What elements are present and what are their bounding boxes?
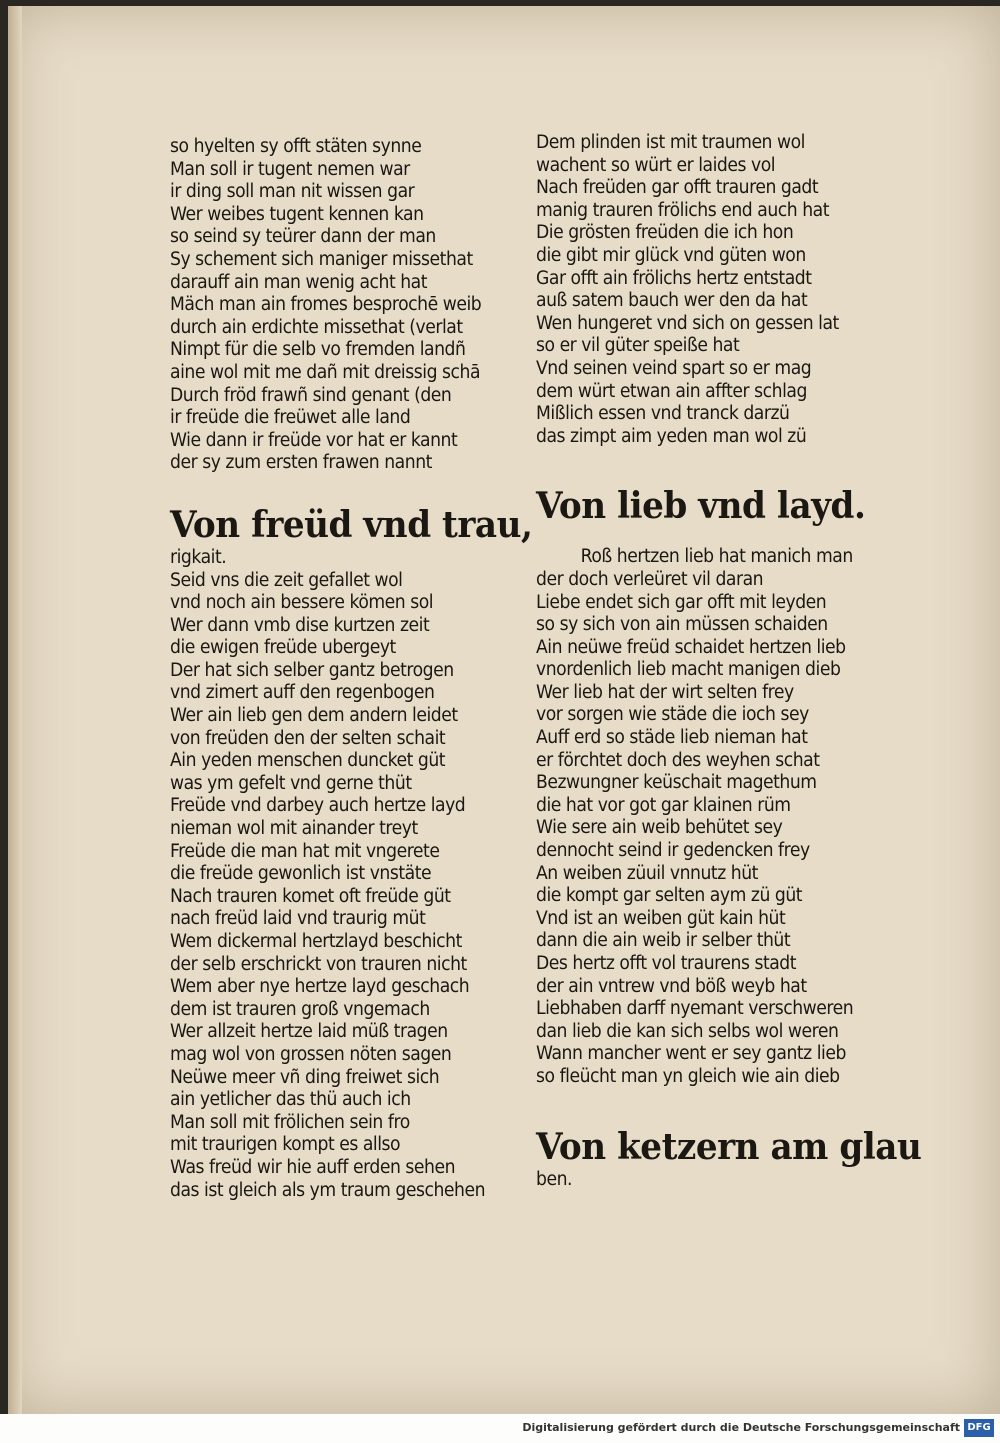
- text-line: Mäch man ain fromes besprochē weib: [170, 294, 482, 316]
- text-line: die ewigen freüde ubergeyt: [170, 637, 396, 659]
- text-line: vor sorgen wie städe die ioch sey: [536, 704, 809, 726]
- footer-credit-text: Digitalisierung gefördert durch die Deutsche Forschungsgemeinschaft: [522, 1421, 960, 1434]
- left-verse-block-1: [170, 136, 540, 475]
- text-line: Dem plinden ist mit traumen wol: [536, 132, 806, 153]
- text-line: darauff ain man wenig acht hat: [170, 271, 428, 293]
- text-line: Vnd ist an weiben güt kain hüt: [536, 907, 786, 929]
- text-line: Wie dann ir freüde vor hat er kannt: [170, 429, 458, 451]
- text-line: Der hat sich selber gantz betrogen: [170, 659, 454, 681]
- text-line: auß satem bauch wer den da hat: [536, 290, 808, 312]
- left-verse-block-2: [170, 547, 540, 1202]
- text-line: dennocht seind ir gedencken frey: [536, 840, 810, 862]
- text-line: der selb erschrickt von trauren nicht: [170, 953, 467, 975]
- text-line: Wer weibes tugent kennen kan: [170, 203, 424, 225]
- text-line: so seind sy teürer dann der man: [170, 226, 436, 248]
- text-line: dann die ain weib ir selber thüt: [536, 930, 791, 952]
- section-heading-ketzern-glauben: Von ketzern am glau: [536, 1125, 922, 1168]
- right-verse-block-1: [536, 132, 906, 448]
- text-line: Roß hertzen lieb hat manich man: [580, 546, 853, 568]
- text-line: Wen hungeret vnd sich on gessen lat: [536, 312, 839, 334]
- text-line: das ist gleich als ym traum geschehen: [170, 1179, 486, 1201]
- text-line: Was freüd wir hie auff erden sehen: [170, 1156, 456, 1178]
- text-line: so er vil güter speiße hat: [536, 335, 740, 357]
- text-line: die freüde gewonlich ist vnstäte: [170, 863, 432, 885]
- text-line: so sy sich von ain müssen schaiden: [536, 614, 828, 636]
- text-line: vnd noch ain bessere kömen sol: [170, 592, 434, 614]
- text-line: die hat vor got gar klainen rüm: [536, 794, 791, 816]
- text-line: Des hertz offt vol traurens stadt: [536, 953, 797, 974]
- book-page: [8, 6, 1000, 1414]
- text-line: so fleücht man yn gleich wie ain dieb: [536, 1065, 840, 1087]
- text-line: ben.: [536, 1168, 573, 1190]
- text-line: so hyelten sy offt stäten synne: [170, 136, 422, 157]
- text-line: die kompt gar selten aym zü güt: [536, 885, 803, 907]
- footer-bar: [0, 1414, 1000, 1443]
- text-line: An weiben züuil vnnutz hüt: [536, 862, 758, 884]
- left-text-column: [170, 136, 540, 1202]
- text-line: dem würt etwan ain affter schlag: [536, 380, 807, 402]
- text-line: durch ain erdichte missethat (verlat: [170, 316, 463, 338]
- text-line: Wer dann vmb dise kurtzen zeit: [170, 614, 430, 636]
- text-line: Man soll mit frölichen sein fro: [170, 1111, 410, 1133]
- text-line: Nach freüden gar offt trauren gadt: [536, 177, 819, 199]
- right-verse-block-2: [536, 546, 906, 1088]
- text-line: Ain yeden menschen duncket güt: [170, 750, 446, 772]
- text-line: ain yetlicher das thü auch ich: [170, 1089, 411, 1111]
- text-line: Freüde vnd darbey auch hertze layd: [170, 795, 466, 817]
- text-line: Man soll ir tugent nemen war: [170, 158, 410, 180]
- text-line: von freüden den der selten schait: [170, 727, 446, 749]
- dfg-logo: DFG: [964, 1419, 994, 1437]
- text-line: Wem aber nye hertze layd geschach: [170, 976, 470, 998]
- text-line: Neüwe meer vñ ding freiwet sich: [170, 1066, 440, 1088]
- text-line: aine wol mit me dañ mit dreissig schā: [170, 361, 481, 383]
- text-line: nach freüd laid vnd traurig müt: [170, 908, 426, 930]
- text-line: Liebe endet sich gar offt mit leyden: [536, 591, 827, 613]
- text-line: Wem dickermal hertzlayd beschicht: [170, 931, 462, 952]
- text-line: der sy zum ersten frawen nannt: [170, 452, 432, 474]
- text-line: die gibt mir glück vnd güten won: [536, 244, 806, 266]
- text-line: ir freüde die freüwet alle land: [170, 407, 411, 429]
- text-line: Vnd seinen veind spart so er mag: [536, 357, 812, 379]
- text-line: Auff erd so städe lieb nieman hat: [536, 727, 808, 749]
- text-line: Wer ain lieb gen dem andern leidet: [170, 705, 458, 727]
- text-line: ir ding soll man nit wissen gar: [170, 181, 415, 203]
- text-line: er förchtet doch des weyhen schat: [536, 749, 820, 771]
- text-line: was ym gefelt vnd gerne thüt: [170, 772, 412, 794]
- text-line: Die grösten freüden die ich hon: [536, 222, 794, 244]
- right-text-column: [536, 132, 922, 1191]
- text-line: nieman wol mit ainander treyt: [170, 818, 418, 840]
- text-line: vnd zimert auff den regenbogen: [170, 682, 435, 704]
- text-line: wachent so würt er laides vol: [536, 154, 776, 176]
- text-line: Wie sere ain weib behütet sey: [536, 817, 783, 839]
- text-line: Ain neüwe freüd schaidet hertzen lieb: [536, 636, 846, 658]
- text-line: Nimpt für die selb vo fremden landñ: [170, 339, 466, 361]
- text-line: Mißlich essen vnd tranck darzü: [536, 403, 790, 425]
- page-gutter-edge: [8, 6, 22, 1414]
- section-heading-freud-traurigkeit: Von freüd vnd trau,: [170, 503, 533, 546]
- text-line: Seid vns die zeit gefallet wol: [170, 569, 403, 591]
- text-line: das zimpt aim yeden man wol zü: [536, 425, 807, 447]
- text-line: Sy schement sich maniger missethat: [170, 248, 473, 270]
- text-line: vnordenlich lieb macht manigen dieb: [536, 659, 841, 681]
- text-line: dem ist trauren groß vngemach: [170, 998, 430, 1020]
- text-line: Liebhaben darff nyemant verschweren: [536, 998, 854, 1020]
- text-line: mag wol von grossen nöten sagen: [170, 1043, 452, 1065]
- right-verse-block-3: [536, 1169, 906, 1192]
- text-line: rigkait.: [170, 546, 227, 568]
- text-line: mit traurigen kompt es allso: [170, 1134, 401, 1156]
- text-line: dan lieb die kan sich selbs wol weren: [536, 1020, 839, 1042]
- text-line: Freüde die man hat mit vngerete: [170, 840, 440, 862]
- text-line: Bezwungner keüschait magethum: [536, 772, 817, 794]
- text-line: Wer allzeit hertze laid müß tragen: [170, 1021, 448, 1043]
- text-line: der doch verleüret vil daran: [536, 568, 764, 590]
- text-line: Wer lieb hat der wirt selten frey: [536, 681, 794, 703]
- text-line: manig trauren frölichs end auch hat: [536, 199, 830, 221]
- text-line: Gar offt ain frölichs hertz entstadt: [536, 267, 812, 289]
- text-line: Wann mancher went er sey gantz lieb: [536, 1043, 846, 1065]
- text-line: Nach trauren komet oft freüde güt: [170, 885, 451, 907]
- section-heading-lieb-layd: Von lieb vnd layd.: [536, 485, 866, 528]
- text-line: Durch fröd frawñ sind genant (den: [170, 384, 452, 406]
- text-line: der ain vntrew vnd böß weyb hat: [536, 975, 807, 997]
